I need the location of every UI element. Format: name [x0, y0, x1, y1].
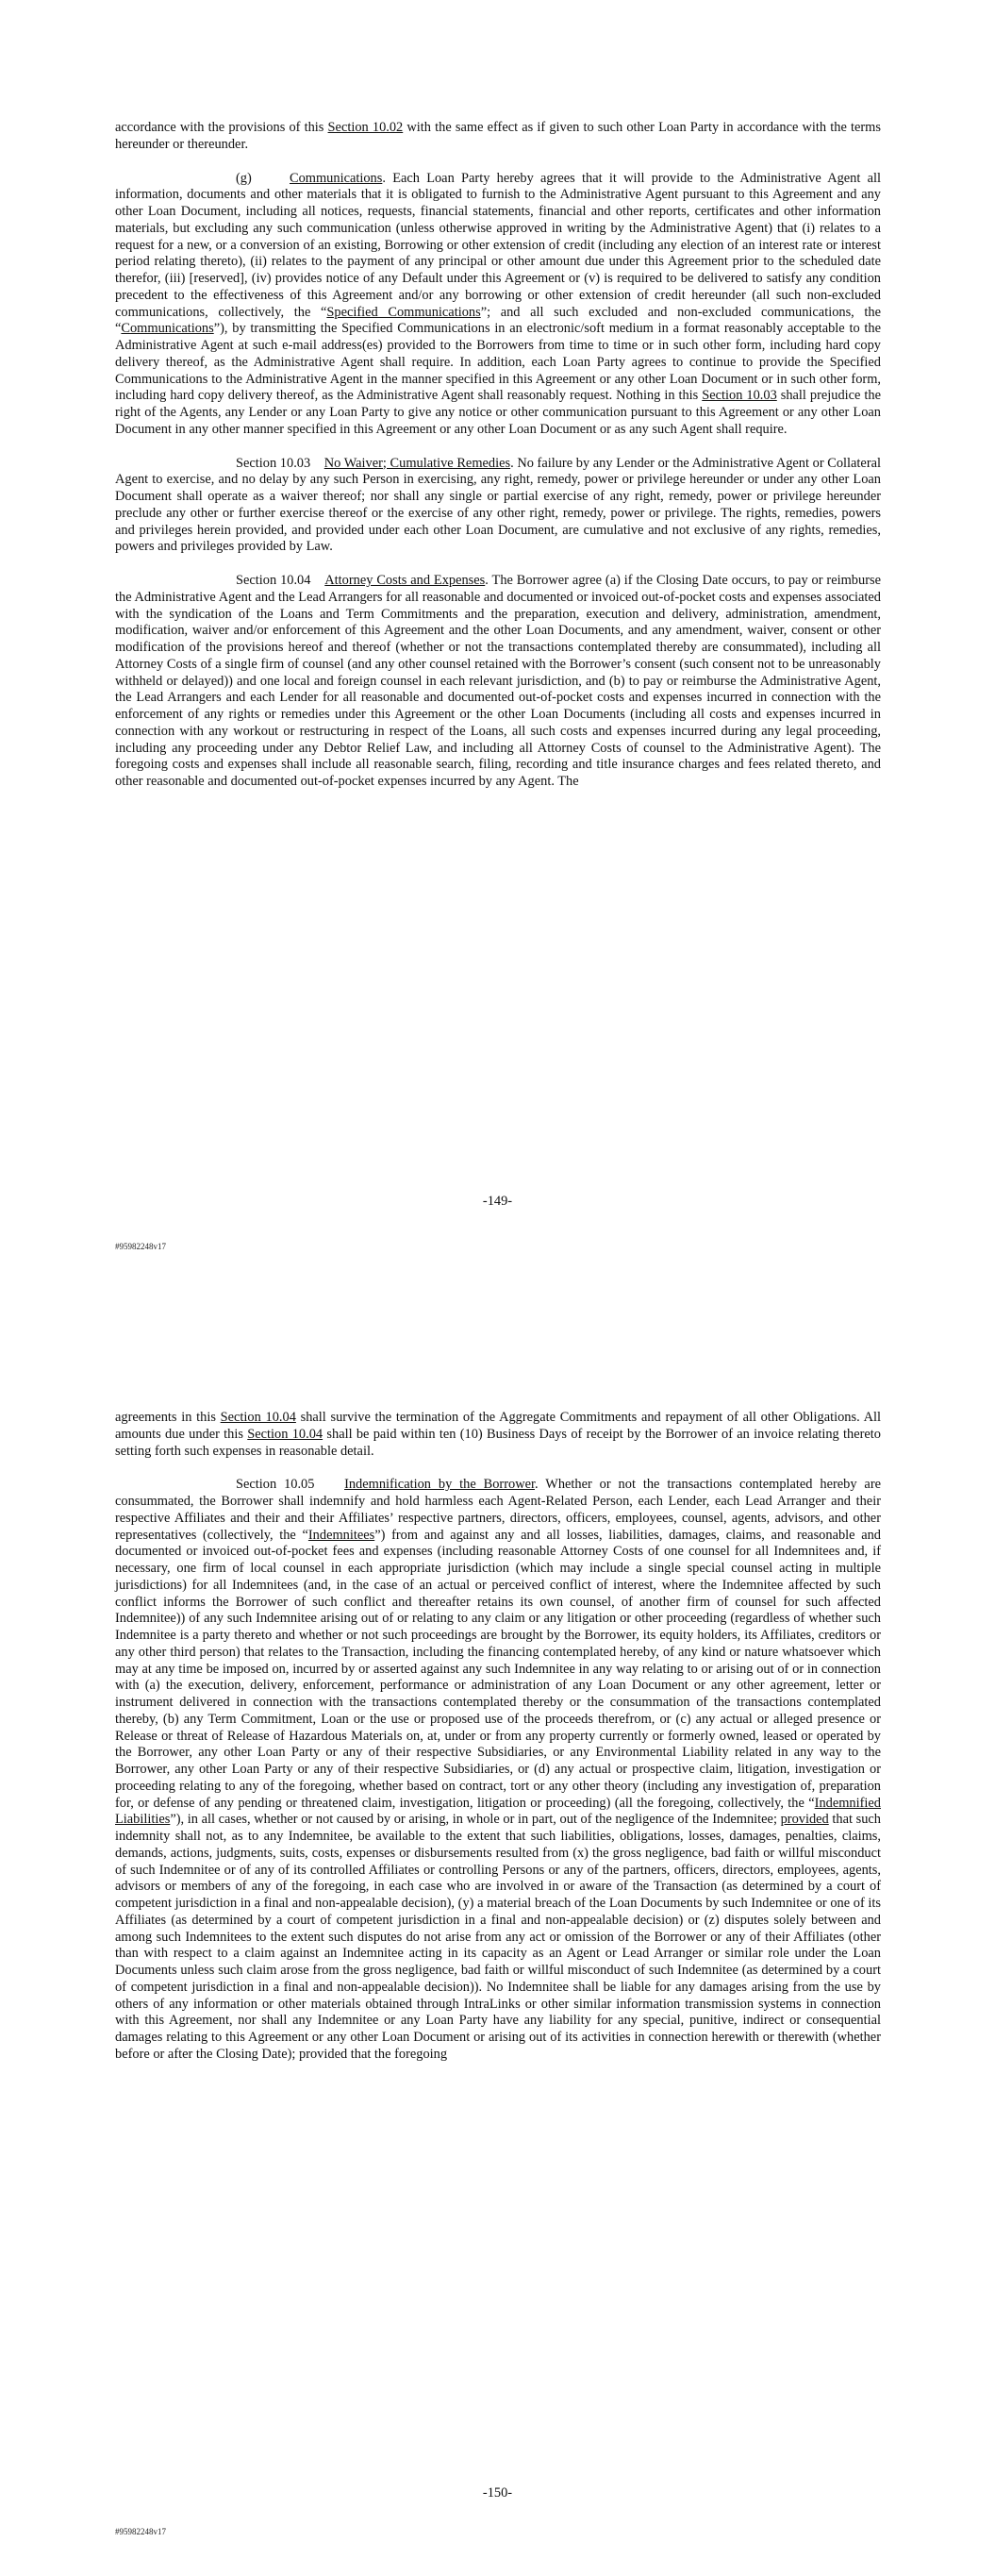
- clause-label: (g): [236, 170, 252, 186]
- section-reference: Section 10.02: [327, 120, 404, 135]
- section-heading: Attorney Costs and Expenses: [324, 573, 486, 588]
- section-reference: Section 10.03: [702, 388, 777, 404]
- defined-term: Indemnitees: [307, 1527, 375, 1543]
- defined-term: Specified Communications: [326, 304, 481, 320]
- page-149-body: [115, 120, 881, 808]
- section-number: Section 10.05: [236, 1477, 315, 1493]
- clause-heading: Communications: [290, 170, 383, 186]
- page-number: -150-: [482, 2485, 513, 2501]
- section-reference: Section 10.04: [247, 1426, 323, 1442]
- section-10-03: Section 10.03 No Waiver; Cumulative Remedies. No failure by any Lender or the Administrative Agent or Collateral Agent to exercise, and no delay by any such Person in exercising, any right, remedy, power or privilege hereunder or under any other Loan Document shall operate as a waiver thereof; nor shall any single or partial exercise of any right, remedy, power or privilege hereunder preclude any other or further exercise thereof or the exercise of any other right, remedy, power or privilege. The rights, remedies, powers and privileges herein provided, and provided under each other Loan Document, are cumulative and not exclusive of any rights, remedies, powers and privileges provided by Law.: [115, 455, 881, 555]
- section-number: Section 10.04: [236, 573, 311, 588]
- defined-term: Communications: [121, 321, 214, 337]
- defined-term: Indemnified Liabilities: [115, 1795, 881, 1828]
- document-id: #95982248v17: [115, 1242, 166, 1251]
- page-150-body: [115, 1410, 881, 2081]
- section-heading: No Waiver; Cumulative Remedies: [323, 455, 511, 471]
- paragraph-continuation: accordance with the provisions of this Section 10.02 with the same effect as if given to such other Loan Party in accordance with the terms hereunder or thereunder.: [115, 120, 881, 152]
- page-150: [0, 1293, 995, 2576]
- section-10-05: Section 10.05 Indemnification by the Borrower. Whether or not the transactions contemplated hereby are consummated, the Borrower shall indemnify and hold harmless each Agent-Related Person, each Lender, each Lead Arranger and their respective Affiliates and their and their Affiliates’ respective partners, directors, officers, employees, counsel, agents, advisors, and other representatives (collectively, the “Indemnitees”) from and against any and all losses, liabilities, damages, claims, and reasonable and documented or invoiced out-of-pocket fees and expenses (including reasonable Attorney Costs of one counsel for all Indemnitees and, if necessary, one firm of local counsel in each appropriate jurisdiction (which may include a single special counsel acting in multiple jurisdictions) for all Indemnitees (and, in the case of an actual or perceived conflict of interest, where the Indemnitee affected by such conflict informs the Borrower of such conflict and thereafter retains its own counsel, of another firm of counsel for such affected Indemnitee)) of any such Indemnitee arising out of or relating to any claim or any litigation or other proceeding (regardless of whether such Indemnitee is a party thereto and whether or not such proceedings are brought by the Borrower, its equity holders, its Affiliates, creditors or any other third person) that relates to the Transaction, including the financing contemplated hereby, of any kind or nature whatsoever which may at any time be imposed on, incurred by or asserted against any such Indemnitee in any way relating to or arising out of or in connection with (a) the execution, delivery, enforcement, performance or administration of any Loan Document or any other agreement, letter or instrument delivered in connection with the transactions contemplated thereby or the consummation of the transactions contemplated thereby, (b) any Term Commitment, Loan or the use or proposed use of the proceeds therefrom, or (c) any actual or alleged presence or Release or threat of Release of Hazardous Materials on, at, under or from any property currently or formerly owned, leased or operated by the Borrower, any other Loan Party or any of their respective Subsidiaries, or any Environmental Liability related in any way to the Borrower, any other Loan Party or any of their respective Subsidiaries, or (d) any actual or prospective claim, litigation, investigation or proceeding relating to any of the foregoing, whether based on contract, tort or any other theory (including any investigation of, preparation for, or defense of any pending or threatened claim, investigation, litigation or proceeding) (all the foregoing, collectively, the “Indemnified Liabilities”), in all cases, whether or not caused by or arising, in whole or in part, out of the negligence of the Indemnitee; provided that such indemnity shall not, as to any Indemnitee, be available to the extent that such liabilities, obligations, losses, damages, penalties, claims, demands, actions, judgments, suits, costs, expenses or disbursements resulted from (x) the gross negligence, bad faith or willful misconduct of such Indemnitee or of any of its controlled Affiliates or controlling Persons or any of the partners, officers, directors, employees, agents, advisors or members of any of the foregoing, in each case who are involved in or aware of the Transaction (as determined by a court of competent jurisdiction in a final and non-appealable decision), (y) a material breach of the Loan Documents by such Indemnitee or one of its Affiliates (as determined by a court of competent jurisdiction in a final and non-appealable decision) or (z) disputes solely between and among such Indemnitees to the extent such disputes do not arise from any act or omission of the Borrower or any of their Affiliates (other than with respect to a claim against an Indemnitee acting in its capacity as an Agent or Lead Arranger or similar role under the Loan Documents unless such claim arose from the gross negligence, bad faith or willful misconduct of such Indemnitee (as determined by a court of competent jurisdiction in a final and non-appealable decision)). No Indemnitee shall be liable for any damages arising from the use by others of any information or other materials obtained through IntraLinks or other similar information transmission systems in connection with this Agreement, nor shall any Indemnitee or any Loan Party have any liability for any special, punitive, indirect or consequential damages relating to this Agreement or any other Loan Document or arising out of its activities in connection herewith or therewith (whether before or after the Closing Date); provided that the foregoing: [115, 1477, 882, 2062]
- section-number: Section 10.03: [236, 455, 311, 471]
- section-heading: Indemnification by the Borrower: [344, 1477, 535, 1493]
- section-10-04: Section 10.04 Attorney Costs and Expenses. The Borrower agree (a) if the Closing Date occurs, to pay or reimburse the Administrative Agent and the Lead Arrangers for all reasonable and documented or invoiced out-of-pocket costs and expenses associated with the syndication of the Loans and Term Commitments and the preparation, execution and delivery, administration, amendment, modification, waiver and/or enforcement of this Agreement and the other Loan Documents, and any amendment, waiver, consent or other modification of the provisions hereof and thereof (whether or not the transactions contemplated thereby are consummated), including all Attorney Costs of a single firm of counsel (and any other counsel retained with the Borrower’s consent (such consent not to be unreasonably withheld or delayed)) and one local and foreign counsel in each relevant jurisdiction, and (b) to pay or reimburse the Administrative Agent, the Lead Arrangers and each Lender for all reasonable and documented out-of-pocket costs and expenses incurred in connection with the enforcement of any rights or remedies under this Agreement or the other Loan Documents (including all costs and expenses incurred in connection with any workout or restructuring in respect of the Loans, all such costs and expenses incurred during any legal proceeding, including any proceeding under any Debtor Relief Law, and including all Attorney Costs of counsel to the Administrative Agent). The foregoing costs and expenses shall include all reasonable search, filing, recording and title insurance charges and fees related thereto, and other reasonable and documented out-of-pocket expenses incurred by any Agent. The: [115, 573, 881, 789]
- paragraph-continuation: agreements in this Section 10.04 shall survive the termination of the Aggregate Commitments and repayment of all other Obligations. All amounts due under this Section 10.04 shall be paid within ten (10) Business Days of receipt by the Borrower of an invoice relating thereto setting forth such expenses in reasonable detail.: [115, 1410, 881, 1459]
- page-number: -149-: [482, 1194, 513, 1209]
- section-reference: Section 10.04: [220, 1410, 296, 1425]
- document-id: #95982248v17: [115, 2527, 166, 2536]
- paragraph-communications: (g) Communications. Each Loan Party hereby agrees that it will provide to the Administrative Agent all information, documents and other materials that it is obligated to furnish to the Administrative Agent pursuant to this Agreement and any other Loan Document, including all notices, requests, financial statements, financial and other reports, certificates and other information materials, but excluding any such communication (unless otherwise approved in writing by the Administrative Agent) that (i) relates to a request for a new, or a conversion of an existing, Borrowing or other extension of credit (including any election of an interest rate or interest period relating thereto), (ii) relates to the payment of any principal or other amount due under this Agreement prior to the scheduled date therefor, (iii) [reserved], (iv) provides notice of any Default under this Agreement or (v) is required to be delivered to satisfy any condition precedent to the effectiveness of this Agreement and/or any borrowing or other extension of credit hereunder (all such non-excluded communications, collectively, the “Specified Communications”; and all such excluded and non-excluded communications, the “Communications”), by transmitting the Specified Communications in an electronic/soft medium in a format reasonably acceptable to the Administrative Agent at such e-mail address(es) provided to the Borrowers from time to time or in such other form, including hard copy delivery thereof, as the Administrative Agent shall require. In addition, each Loan Party agrees to continue to provide the Specified Communications to the Administrative Agent in the manner specified in this Agreement or any other Loan Document or in such other form, including hard copy delivery thereof, as the Administrative Agent shall reasonably request. Nothing in this Section 10.03 shall prejudice the right of the Agents, any Lender or any Loan Party to give any notice or other communication pursuant to this Agreement or any other Loan Document in any other manner specified in this Agreement or any other Loan Document or as any such Agent shall require.: [115, 170, 881, 437]
- proviso-term: provided: [780, 1812, 829, 1828]
